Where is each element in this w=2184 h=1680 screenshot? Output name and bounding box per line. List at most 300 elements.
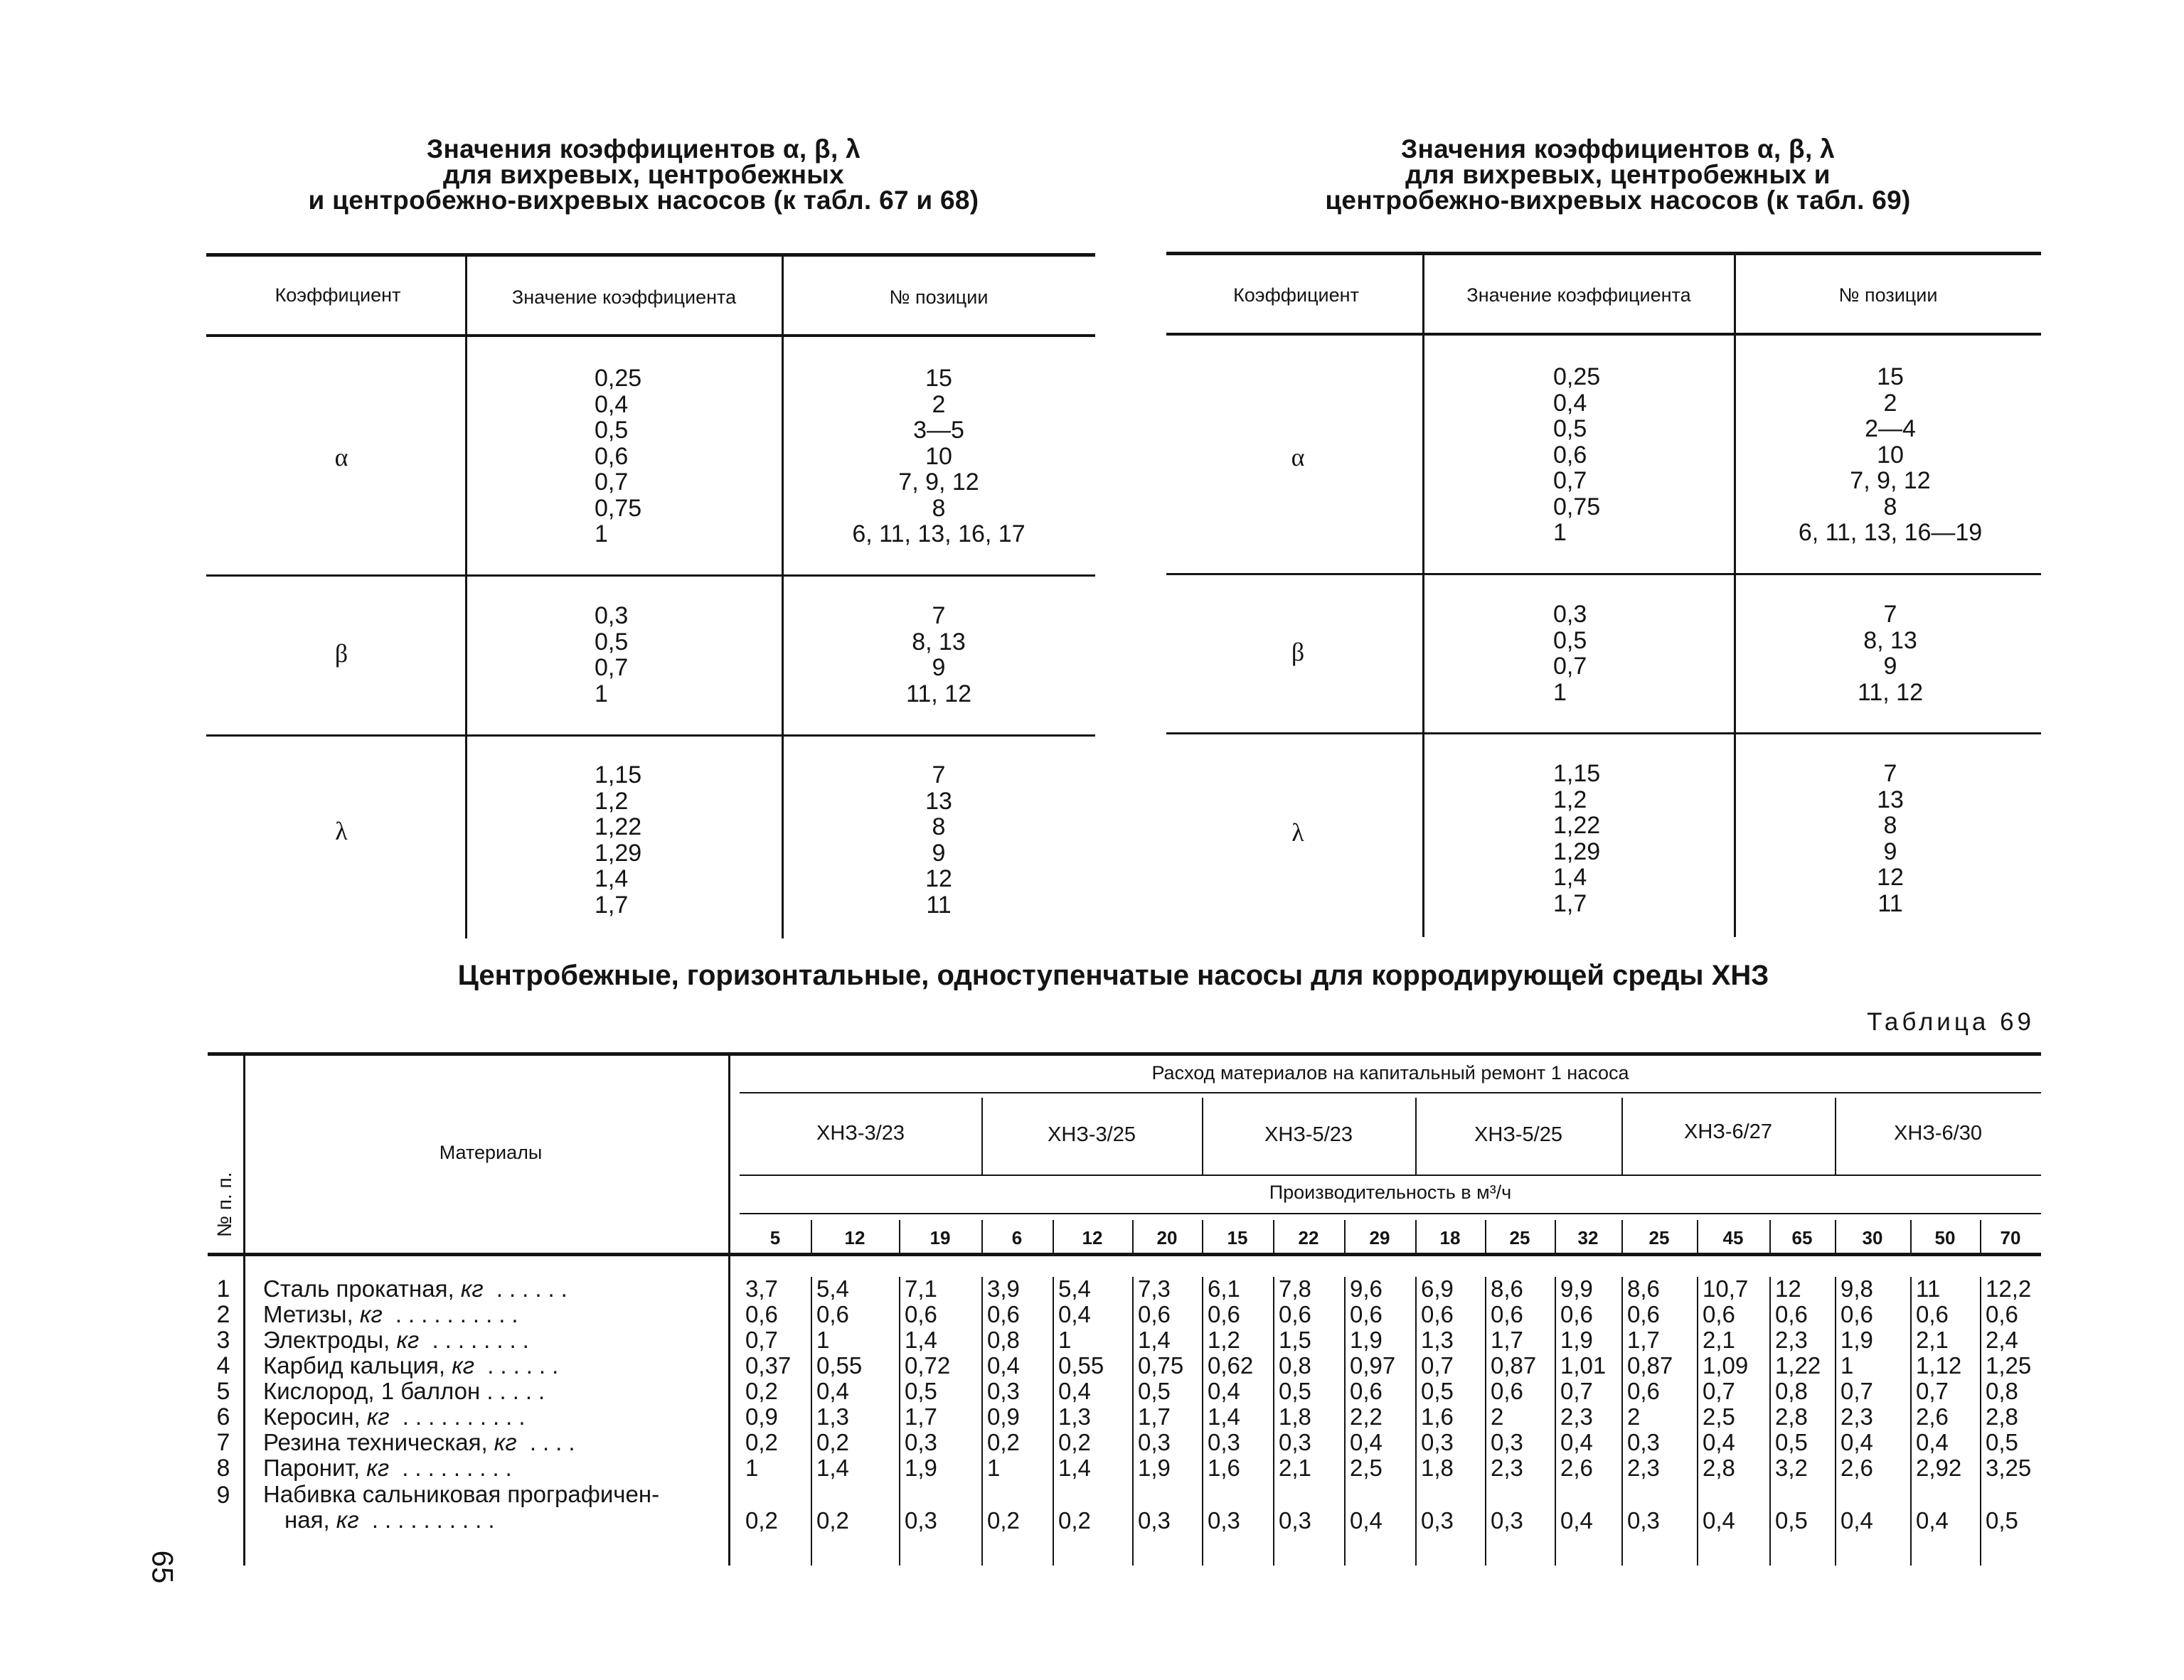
row-number: 8 xyxy=(216,1455,230,1482)
model-xnz-5-23: ХНЗ-5/23 xyxy=(1264,1123,1353,1146)
position: 11, 12 xyxy=(1857,678,1923,706)
data-cell: 6,1 xyxy=(1208,1275,1240,1302)
data-col-divider xyxy=(1485,1277,1486,1566)
left-table-group-rule xyxy=(206,734,1095,737)
data-cell: 0,6 xyxy=(1560,1301,1593,1327)
data-cell: 0,4 xyxy=(987,1352,1020,1379)
data-cell: 0,6 xyxy=(816,1301,849,1327)
data-cell: 8,6 xyxy=(1627,1275,1660,1302)
data-cell: 10,7 xyxy=(1703,1275,1749,1302)
data-cell: 1,3 xyxy=(1421,1327,1454,1353)
data-cell: 3,7 xyxy=(745,1275,778,1302)
rate-divider xyxy=(1132,1220,1134,1253)
data-cell: 1,7 xyxy=(1627,1327,1660,1353)
materials-col-divider xyxy=(728,1055,730,1566)
position: 9 xyxy=(932,839,946,867)
data-cell: 0,6 xyxy=(1138,1301,1171,1327)
value: 1,22 xyxy=(595,813,642,840)
row-number: 7 xyxy=(216,1429,230,1456)
data-cell: 1 xyxy=(816,1327,830,1353)
main-table-top-rule xyxy=(208,1052,2041,1056)
data-col-divider xyxy=(1202,1277,1203,1566)
value: 0,25 xyxy=(595,365,642,392)
rate-divider xyxy=(1555,1220,1556,1253)
value: 0,3 xyxy=(595,602,629,629)
right-table-col-divider xyxy=(1422,255,1424,937)
value: 0,7 xyxy=(1553,467,1587,494)
left-table-col-divider xyxy=(465,256,467,938)
data-cell: 2,2 xyxy=(1350,1403,1383,1430)
data-cell: 0,7 xyxy=(1841,1378,1873,1404)
data-cell: 1,7 xyxy=(905,1403,937,1430)
data-col-divider xyxy=(1344,1277,1346,1566)
right-beta-values xyxy=(1553,601,1587,705)
value: 1,2 xyxy=(1553,786,1587,813)
material-name-text: Паронит, xyxy=(263,1455,367,1481)
rate-header: 70 xyxy=(2000,1227,2021,1248)
leader-dots: .......... xyxy=(382,1301,525,1327)
data-cell: 0,4 xyxy=(1841,1429,1873,1455)
model-xnz-6-27: ХНЗ-6/27 xyxy=(1684,1120,1772,1143)
data-cell: 0,3 xyxy=(1421,1507,1454,1534)
data-cell: 0,55 xyxy=(816,1352,863,1379)
value: 0,6 xyxy=(1553,441,1587,469)
data-cell: 0,4 xyxy=(1350,1429,1383,1455)
left-lambda-values xyxy=(595,762,641,918)
row-number: 9 xyxy=(216,1482,230,1509)
value: 0,6 xyxy=(595,442,629,470)
model-group-divider xyxy=(1415,1098,1417,1175)
value: 1,22 xyxy=(1553,812,1601,839)
left-beta-positions xyxy=(789,603,1088,707)
data-cell: 0,3 xyxy=(1279,1507,1311,1534)
right-title-line-1: Значения коэффициентов α, β, λ xyxy=(1401,134,1835,164)
data-cell: 0,4 xyxy=(1058,1301,1091,1327)
data-cell: 2 xyxy=(1491,1403,1504,1430)
rate-header: 5 xyxy=(769,1227,781,1248)
data-cell: 12,2 xyxy=(1986,1275,2032,1302)
data-cell: 0,6 xyxy=(745,1301,778,1327)
material-unit: кг xyxy=(494,1429,517,1455)
data-cell: 0,87 xyxy=(1491,1352,1537,1379)
data-cell: 0,2 xyxy=(987,1507,1020,1534)
data-cell: 7,8 xyxy=(1279,1275,1311,1302)
rate-divider xyxy=(811,1220,812,1253)
data-cell: 0,5 xyxy=(1986,1507,2018,1534)
left-header-position: № позиции xyxy=(889,287,989,308)
value: 0,3 xyxy=(1553,601,1587,628)
data-cell: 11 xyxy=(1916,1275,1941,1302)
position: 6, 11, 13, 16, 17 xyxy=(852,520,1026,547)
data-cell: 0,3 xyxy=(905,1429,937,1455)
row-number-header: № п. п. xyxy=(213,1172,235,1237)
data-cell: 0,9 xyxy=(745,1403,778,1430)
data-cell: 0,2 xyxy=(816,1429,849,1455)
rate-divider xyxy=(1202,1220,1203,1253)
rate-divider xyxy=(1415,1220,1417,1253)
position: 3—5 xyxy=(913,417,964,444)
rate-header: 6 xyxy=(1011,1227,1023,1248)
rate-header: 22 xyxy=(1298,1227,1319,1248)
material-name xyxy=(263,1301,725,1328)
value: 1,29 xyxy=(595,839,642,867)
position: 7, 9, 12 xyxy=(898,469,979,496)
data-cell: 0,8 xyxy=(1775,1378,1808,1404)
rate-divider xyxy=(1485,1220,1486,1253)
data-cell: 0,5 xyxy=(1138,1378,1171,1404)
data-cell: 0,6 xyxy=(1627,1301,1660,1327)
data-col-divider xyxy=(811,1277,812,1566)
data-cell: 0,3 xyxy=(987,1378,1020,1404)
data-cell: 0,5 xyxy=(1986,1429,2018,1455)
position: 10 xyxy=(1877,441,1904,469)
data-cell: 6,9 xyxy=(1421,1275,1454,1302)
material-name xyxy=(263,1327,725,1354)
position: 7 xyxy=(1883,760,1897,787)
model-group-divider xyxy=(1835,1098,1836,1175)
leader-dots: .... xyxy=(516,1429,582,1455)
right-table-group-rule xyxy=(1166,573,2041,575)
rate-header: 12 xyxy=(844,1227,865,1248)
leader-dots: ......... xyxy=(389,1455,518,1481)
value: 0,5 xyxy=(595,628,629,656)
rate-divider xyxy=(1980,1220,1981,1253)
page-number: 65 xyxy=(146,1550,180,1584)
data-cell: 0,4 xyxy=(1058,1378,1091,1404)
num-col-divider xyxy=(243,1055,245,1566)
main-table-title: Центробежные, горизонтальные, одноступенчатые насосы для корродирующей среды ХНЗ xyxy=(457,960,1769,991)
data-col-divider xyxy=(981,1277,983,1566)
data-cell: 2,3 xyxy=(1560,1403,1593,1430)
material-name-text: Кислород, 1 баллон xyxy=(263,1378,487,1404)
left-title-line-1: Значения коэффициентов α, β, λ xyxy=(427,134,861,164)
data-cell: 0,2 xyxy=(745,1507,778,1534)
value: 0,5 xyxy=(595,417,629,444)
data-cell: 0,8 xyxy=(1279,1352,1311,1379)
material-unit: кг xyxy=(359,1301,383,1327)
data-cell: 0,4 xyxy=(1916,1429,1949,1455)
left-alpha-symbol: α xyxy=(334,443,348,471)
value: 1,15 xyxy=(595,761,642,788)
data-cell: 1,6 xyxy=(1208,1455,1240,1481)
position: 9 xyxy=(932,654,946,681)
data-cell: 1,4 xyxy=(905,1327,937,1353)
rates-top-rule xyxy=(740,1213,2041,1214)
data-cell: 1,22 xyxy=(1775,1352,1821,1379)
material-unit: кг xyxy=(336,1507,359,1533)
data-cell: 1,4 xyxy=(1138,1327,1171,1353)
data-cell: 0,9 xyxy=(987,1403,1020,1430)
data-cell: 1,6 xyxy=(1421,1403,1454,1430)
data-cell: 0,3 xyxy=(1208,1429,1240,1455)
material-name-line-1: Набивка сальниковая прографичен- xyxy=(263,1481,660,1507)
data-cell: 9,8 xyxy=(1841,1275,1873,1302)
data-cell: 1 xyxy=(987,1455,1001,1481)
data-col-divider xyxy=(1555,1277,1556,1566)
data-cell: 0,7 xyxy=(1560,1378,1593,1404)
leader-dots: ...... xyxy=(483,1275,574,1302)
rate-header: 32 xyxy=(1577,1227,1599,1248)
data-cell: 0,55 xyxy=(1058,1352,1104,1379)
position: 12 xyxy=(1877,864,1904,891)
right-beta-positions xyxy=(1741,601,2040,705)
rate-divider xyxy=(1835,1220,1836,1253)
value: 1,2 xyxy=(595,787,629,815)
rate-header: 15 xyxy=(1227,1227,1248,1248)
row-number: 2 xyxy=(216,1301,230,1328)
data-cell: 1,8 xyxy=(1421,1455,1454,1481)
value: 1,7 xyxy=(1553,889,1587,917)
data-col-divider xyxy=(1053,1277,1054,1566)
value: 1 xyxy=(1553,519,1567,546)
left-alpha-values xyxy=(595,365,641,547)
data-cell: 2,8 xyxy=(1775,1403,1808,1430)
data-cell: 0,3 xyxy=(1138,1507,1171,1534)
position: 11 xyxy=(926,891,952,919)
rate-header: 50 xyxy=(1934,1227,1956,1248)
data-cell: 0,3 xyxy=(1138,1429,1171,1455)
value: 1,15 xyxy=(1553,760,1601,787)
value: 1,7 xyxy=(595,891,629,919)
value: 1,4 xyxy=(1553,864,1587,891)
data-cell: 0,4 xyxy=(1703,1429,1735,1455)
left-header-coefficient: Коэффициент xyxy=(275,284,401,306)
data-cell: 5,4 xyxy=(816,1275,849,1302)
data-cell: 0,6 xyxy=(1350,1378,1383,1404)
data-cell: 0,4 xyxy=(1350,1507,1383,1534)
left-table-col-divider xyxy=(782,256,784,938)
value: 1,4 xyxy=(595,865,629,892)
data-cell: 2,3 xyxy=(1841,1403,1873,1430)
data-cell: 1,7 xyxy=(1138,1403,1171,1430)
position: 9 xyxy=(1883,838,1897,865)
material-name xyxy=(263,1378,725,1405)
data-cell: 1,8 xyxy=(1279,1403,1311,1430)
right-title-line-2: для вихревых, центробежных и xyxy=(1405,160,1831,189)
data-cell: 0,6 xyxy=(1208,1301,1240,1327)
model-xnz-5-25: ХНЗ-5/25 xyxy=(1474,1123,1562,1146)
data-col-divider xyxy=(1697,1277,1698,1566)
data-cell: 0,5 xyxy=(1421,1378,1454,1404)
data-col-divider xyxy=(1835,1277,1836,1566)
table-number-label: Таблица 69 xyxy=(1867,1008,2035,1036)
data-cell: 0,2 xyxy=(1058,1429,1091,1455)
row-number: 6 xyxy=(216,1403,230,1430)
left-table-top-rule xyxy=(206,253,1095,257)
data-cell: 0,4 xyxy=(1560,1507,1593,1534)
leader-dots: ........ xyxy=(419,1327,536,1353)
data-cell: 0,87 xyxy=(1627,1352,1673,1379)
left-table-header-rule xyxy=(206,334,1095,337)
data-cell: 0,5 xyxy=(1279,1378,1311,1404)
rate-divider xyxy=(1053,1220,1054,1253)
position: 7, 9, 12 xyxy=(1850,467,1931,494)
data-cell: 0,2 xyxy=(816,1507,849,1534)
data-cell: 1,9 xyxy=(1560,1327,1593,1353)
leader-dots: ..... xyxy=(486,1378,552,1404)
data-cell: 1,9 xyxy=(905,1455,937,1481)
data-cell: 1,2 xyxy=(1208,1327,1240,1353)
data-cell: 1,4 xyxy=(1058,1455,1091,1481)
position: 10 xyxy=(925,442,952,470)
model-xnz-3-25: ХНЗ-3/25 xyxy=(1048,1123,1136,1146)
data-cell: 0,6 xyxy=(1841,1301,1873,1327)
rate-divider xyxy=(1697,1220,1698,1253)
model-group-divider xyxy=(1621,1098,1623,1175)
data-cell: 0,3 xyxy=(905,1507,937,1534)
position: 8, 13 xyxy=(912,628,966,656)
value: 0,75 xyxy=(595,494,642,522)
data-cell: 1,5 xyxy=(1279,1327,1311,1353)
main-table-header-rule xyxy=(208,1253,2041,1256)
data-cell: 1,9 xyxy=(1350,1327,1383,1353)
position: 9 xyxy=(1883,653,1897,680)
position: 2 xyxy=(932,390,946,418)
data-col-divider xyxy=(1415,1277,1417,1566)
right-lambda-symbol: λ xyxy=(1291,818,1304,847)
value: 0,25 xyxy=(1553,363,1601,390)
material-name xyxy=(263,1403,725,1430)
position: 8 xyxy=(1883,493,1897,520)
left-beta-values xyxy=(595,603,628,707)
position: 8 xyxy=(932,813,946,840)
data-col-divider xyxy=(1132,1277,1134,1566)
model-xnz-3-23: ХНЗ-3/23 xyxy=(816,1122,905,1145)
data-cell: 1,4 xyxy=(816,1455,849,1481)
data-cell: 0,4 xyxy=(1208,1378,1240,1404)
row-number: 4 xyxy=(216,1352,230,1379)
data-cell: 1,12 xyxy=(1916,1352,1962,1379)
data-cell: 0,3 xyxy=(1421,1429,1454,1455)
right-header-value: Значение коэффициента xyxy=(1466,284,1691,306)
data-cell: 2,3 xyxy=(1627,1455,1660,1481)
material-name-text: ная, xyxy=(284,1507,336,1533)
data-cell: 0,2 xyxy=(745,1429,778,1455)
data-cell: 9,6 xyxy=(1350,1275,1383,1302)
data-cell: 0,3 xyxy=(1208,1507,1240,1534)
material-unit: кг xyxy=(366,1455,390,1481)
material-name xyxy=(263,1482,725,1533)
row-number: 5 xyxy=(216,1378,230,1405)
material-unit: кг xyxy=(366,1403,390,1430)
data-cell: 0,62 xyxy=(1208,1352,1254,1379)
rate-header: 25 xyxy=(1648,1227,1670,1248)
rate-divider xyxy=(981,1220,983,1253)
rate-header: 25 xyxy=(1509,1227,1530,1248)
data-cell: 0,2 xyxy=(745,1378,778,1404)
position: 8 xyxy=(1883,812,1897,839)
data-cell: 0,6 xyxy=(1627,1378,1660,1404)
material-name xyxy=(263,1455,725,1482)
data-cell: 2,6 xyxy=(1841,1455,1873,1481)
data-col-divider xyxy=(1273,1277,1274,1566)
data-cell: 0,6 xyxy=(1986,1301,2018,1327)
position: 7 xyxy=(1883,601,1897,628)
productivity-header: Производительность в м³/ч xyxy=(1269,1182,1512,1203)
right-table-col-divider xyxy=(1734,255,1736,937)
position: 11, 12 xyxy=(905,680,971,707)
right-table-header-rule xyxy=(1166,333,2041,336)
rate-divider xyxy=(899,1220,900,1253)
data-cell: 0,4 xyxy=(1703,1507,1735,1534)
rate-header: 19 xyxy=(929,1227,951,1248)
value: 0,7 xyxy=(595,654,629,681)
rate-header: 12 xyxy=(1082,1227,1103,1248)
data-cell: 1,9 xyxy=(1841,1327,1873,1353)
rate-divider xyxy=(1273,1220,1274,1253)
data-cell: 1 xyxy=(1841,1352,1854,1379)
data-cell: 1,9 xyxy=(1138,1455,1171,1481)
data-cell: 2,3 xyxy=(1775,1327,1808,1353)
position: 15 xyxy=(925,365,952,392)
data-cell: 0,6 xyxy=(1775,1301,1808,1327)
data-cell: 1,4 xyxy=(1208,1403,1240,1430)
data-cell: 1 xyxy=(1058,1327,1072,1353)
material-name-text: Карбид кальция, xyxy=(263,1352,452,1379)
data-cell: 0,3 xyxy=(1627,1507,1660,1534)
material-name-line-2 xyxy=(263,1507,725,1533)
right-beta-symbol: β xyxy=(1291,638,1305,666)
data-cell: 0,7 xyxy=(1703,1378,1735,1404)
position: 13 xyxy=(925,787,952,815)
rate-header: 65 xyxy=(1791,1227,1813,1248)
right-title-line-3: центробежно-вихревых насосов (к табл. 69) xyxy=(1325,186,1911,215)
leader-dots: .......... xyxy=(389,1403,532,1430)
material-name-text: Метизы, xyxy=(263,1301,360,1327)
position: 8 xyxy=(932,494,946,522)
data-cell: 0,37 xyxy=(745,1352,792,1379)
position: 12 xyxy=(925,865,952,892)
material-name-text: Резина техническая, xyxy=(263,1429,494,1455)
value: 0,4 xyxy=(595,390,629,418)
data-cell: 0,6 xyxy=(1279,1301,1311,1327)
data-cell: 0,3 xyxy=(1491,1429,1523,1455)
data-cell: 0,4 xyxy=(1916,1507,1949,1534)
rate-divider xyxy=(1621,1220,1623,1253)
value: 1 xyxy=(595,680,608,707)
row-number: 1 xyxy=(216,1275,230,1302)
data-cell: 1,7 xyxy=(1491,1327,1523,1353)
value: 1,29 xyxy=(1553,838,1601,865)
data-cell: 0,6 xyxy=(1491,1301,1523,1327)
position: 15 xyxy=(1877,363,1904,390)
right-alpha-symbol: α xyxy=(1291,443,1305,471)
data-cell: 2,5 xyxy=(1350,1455,1383,1481)
data-cell: 0,6 xyxy=(1703,1301,1735,1327)
material-unit: кг xyxy=(460,1275,484,1302)
data-cell: 0,97 xyxy=(1350,1352,1396,1379)
data-col-divider xyxy=(1980,1277,1981,1566)
data-cell: 0,7 xyxy=(745,1327,778,1353)
position: 2 xyxy=(1883,389,1897,417)
data-cell: 3,9 xyxy=(987,1275,1020,1302)
position: 8, 13 xyxy=(1863,626,1917,654)
value: 0,7 xyxy=(595,469,629,496)
right-table-group-rule xyxy=(1166,732,2041,734)
data-cell: 2,1 xyxy=(1279,1455,1311,1481)
data-cell: 12 xyxy=(1775,1275,1801,1302)
material-name xyxy=(263,1352,725,1379)
left-title-line-3: и центробежно-вихревых насосов (к табл. 67 и 68) xyxy=(308,186,979,215)
data-cell: 0,75 xyxy=(1138,1352,1184,1379)
data-cell: 3,25 xyxy=(1986,1455,2032,1481)
materials-header: Материалы xyxy=(439,1142,543,1163)
value: 0,4 xyxy=(1553,389,1587,417)
right-lambda-values xyxy=(1553,761,1600,916)
data-cell: 7,1 xyxy=(905,1275,937,1302)
position: 13 xyxy=(1877,786,1904,813)
data-cell: 0,4 xyxy=(1841,1507,1873,1534)
